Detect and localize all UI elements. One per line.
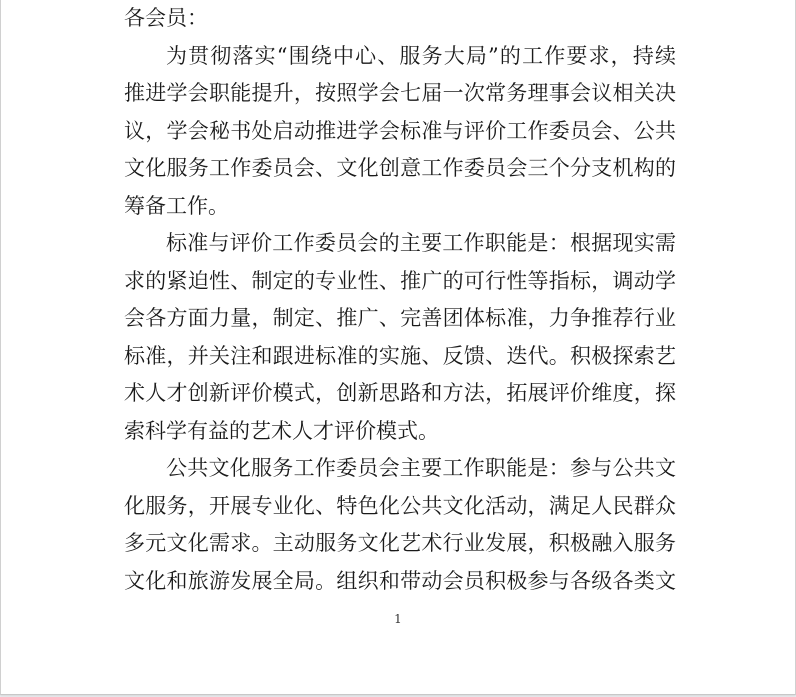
paragraph-line: 多元文化需求。主动服务文化艺术行业发展，积极融入服务 [124,531,676,555]
paragraph-line: 标准与评价工作委员会的主要工作职能是：根据现实需 [166,231,676,255]
paragraph-line: 索科学有益的艺术人才评价模式。 [124,418,439,443]
paragraph-line: 筹备工作。 [124,193,229,218]
paragraph-line: 标准，并关注和跟进标准的实施、反馈、迭代。积极探索艺 [124,343,676,368]
page-number: 1 [394,612,402,626]
paragraph-line: 议，学会秘书处启动推进学会标准与评价工作委员会、公共 [124,118,676,143]
paragraph-1 [124,38,676,226]
paragraph-2 [124,225,676,450]
document-body [124,0,676,600]
salutation: 各会员： [124,6,208,30]
paragraph-line: 为贯彻落实“围绕中心、服务大局”的工作要求，持续 [166,43,676,68]
paragraph-line: 文化和旅游发展全局。组织和带动会员积极参与各级各类文 [124,568,676,593]
paragraph-line: 术人才创新评价模式，创新思路和方法，拓展评价维度，探 [124,381,676,405]
paragraph-line: 公共文化服务工作委员会主要工作职能是：参与公共文 [166,456,676,480]
paragraph-line: 化服务，开展专业化、特色化公共文化活动，满足人民群众 [124,493,676,518]
paragraph-line: 求的紧迫性、制定的专业性、推广的可行性等指标，调动学 [124,268,676,293]
paragraph-line: 文化服务工作委员会、文化创意工作委员会三个分支机构的 [124,156,676,180]
paragraph-line: 推进学会职能提升，按照学会七届一次常务理事会议相关决 [124,81,676,105]
paragraph-3 [124,450,676,600]
paragraph-line: 会各方面力量，制定、推广、完善团体标准，力争推荐行业 [124,306,676,330]
